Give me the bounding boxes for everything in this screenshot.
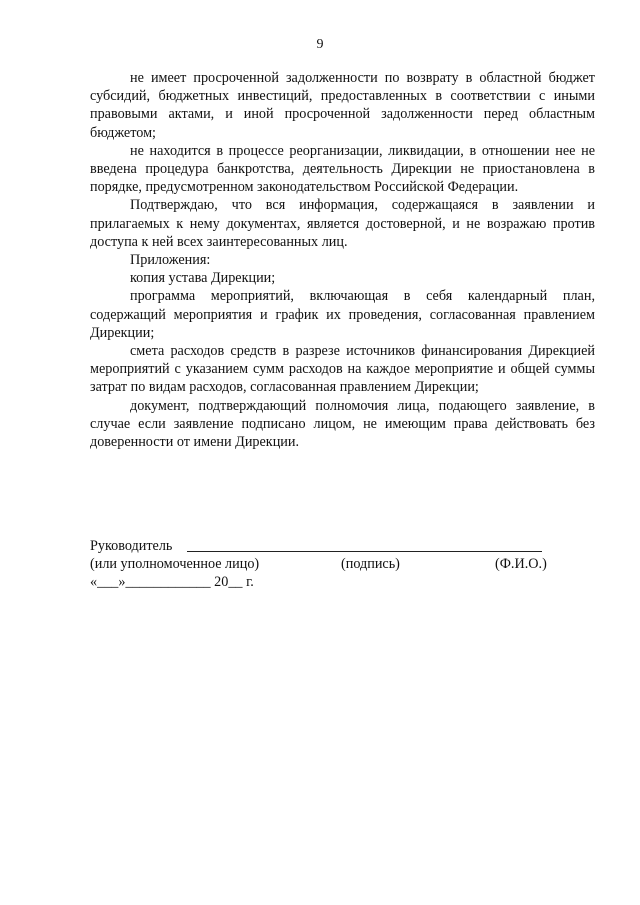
page-number: 9 [316,37,324,52]
attachment-item-charter: копия устава Дирекции; [130,270,276,287]
attachment-item-program: программа мероприятий, включающая в себя календарный план, содержащий мероприятия и график их проведения, согласованная правлением Дирекции; [90,288,595,341]
signer-role-sub-label: (или уполномоченное лицо) [90,556,260,572]
paragraph-no-debt: не имеет просроченной задолженности по возврату в областной бюджет субсидий, бюджетных инвестиций, предоставленных в соответствии с иными правовыми актами, и иной просроченной задолженности перед областным бюджетом; [90,70,595,141]
signature-line [187,551,542,552]
signer-role-label: Руководитель [90,538,173,554]
signature-block [90,537,560,591]
full-name-caption: (Ф.И.О.) [495,556,547,572]
date-line: «___»____________ 20__ г. [90,574,254,590]
signature-caption: (подпись) [341,556,400,572]
attachment-item-authority-document: документ, подтверждающий полномочия лица, подающего заявление, в случае если заявление подписано лицом, не имеющим права действовать без доверенности от имени Дирекции. [90,397,595,451]
paragraph-no-reorganization: не находится в процессе реорганизации, ликвидации, в отношении нее не введена процедура банкротства, деятельность Дирекции не приостановлена в порядке, предусмотренном законодательством Российской Федерации. [90,142,595,196]
document-body [90,69,595,451]
paragraph-confirmation: Подтверждаю, что вся информация, содержащаяся в заявлении и прилагаемых к нему документах, является достоверной, и не возражаю против доступа к ней всех заинтересованных лиц. [90,197,595,250]
attachments-heading: Приложения: [130,252,211,269]
attachment-item-estimate: смета расходов средств в разрезе источников финансирования Дирекцией мероприятий с указанием сумм расходов на каждое мероприятие и общей суммы затрат по видам расходов, согласованная правлением Дирекции; [90,343,595,396]
